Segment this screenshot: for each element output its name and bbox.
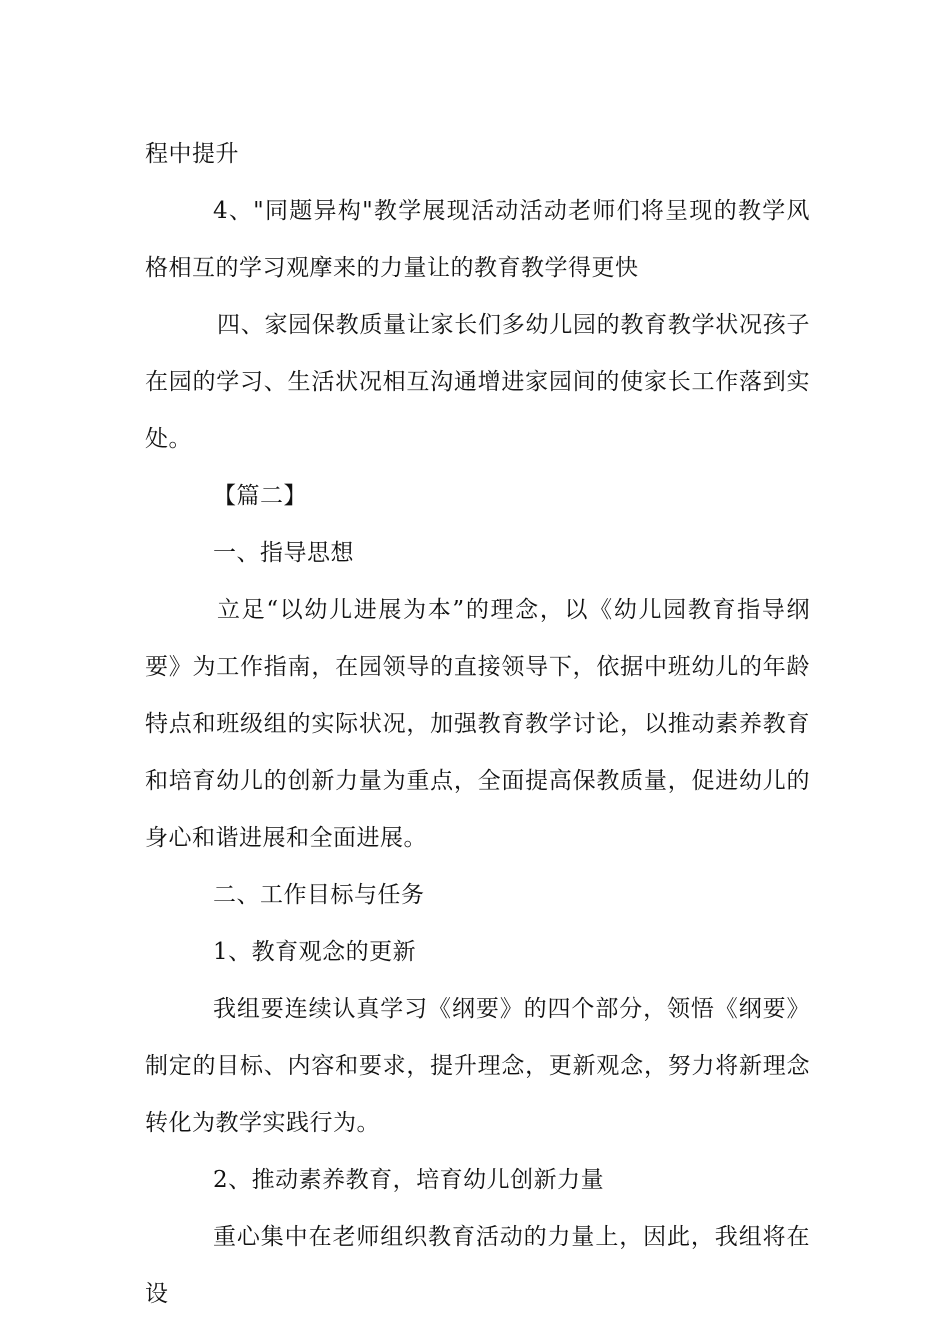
paragraph-concept-update: 我组要连续认真学习《纲要》的四个部分，领悟《纲要》制定的目标、内容和要求，提升理念，更新观念，努力将新理念转化为教学实践行为。 bbox=[145, 996, 810, 1136]
paragraph-continuation: 程中提升 bbox=[145, 141, 239, 167]
document-body bbox=[145, 126, 810, 1323]
heading-goals-tasks: 二、工作目标与任务 bbox=[213, 882, 425, 908]
paragraph-item-4: 4、"同题异构"教学展现活动活动老师们将呈现的教学风格相互的学习观摩来的力量让的教育教学得更快 bbox=[145, 198, 810, 281]
paragraph-teacher-focus: 重心集中在老师组织教育活动的力量上，因此，我组将在设 bbox=[145, 1224, 810, 1307]
heading-quality-education: 2、推动素养教育，培育幼儿创新力量 bbox=[213, 1167, 605, 1193]
section-heading-part-two: 【篇二】 bbox=[213, 483, 307, 509]
heading-concept-update: 1、教育观念的更新 bbox=[213, 939, 417, 965]
heading-guiding-thought: 一、指导思想 bbox=[213, 540, 354, 566]
paragraph-guiding-thought: 立足“以幼儿进展为本”的理念，以《幼儿园教育指导纲要》为工作指南，在园领导的直接领导下，依据中班幼儿的年龄特点和班级组的实际状况，加强教育教学讨论，以推动素养教育和培育幼儿的创新力量为重点，全面提高保教质量，促进幼儿的身心和谐进展和全面进展。 bbox=[145, 597, 810, 851]
paragraph-section-4: 四、家园保教质量让家长们多幼儿园的教育教学状况孩子在园的学习、生活状况相互沟通增进家园间的使家长工作落到实处。 bbox=[145, 312, 810, 452]
